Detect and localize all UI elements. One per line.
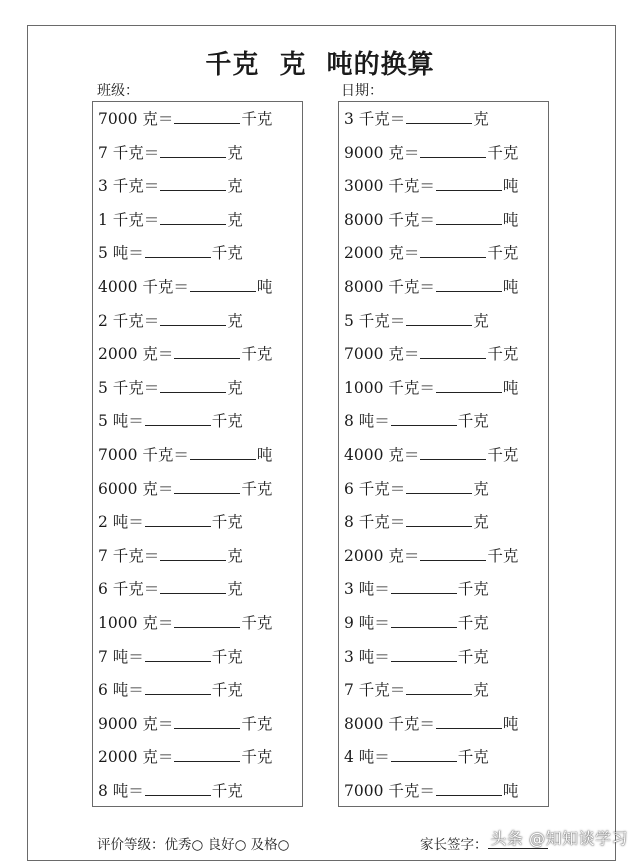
exercise-prefix: 8 吨＝ [98, 781, 144, 800]
answer-blank[interactable] [190, 458, 256, 460]
answer-blank[interactable] [174, 727, 240, 729]
exercise-suffix: 千克 [211, 647, 243, 666]
answer-blank[interactable] [391, 626, 457, 628]
exercise-row [93, 545, 302, 579]
exercise-prefix: 6 吨＝ [98, 681, 144, 700]
exercise-prefix: 4 吨＝ [344, 748, 390, 767]
page-title: 千克 克 吨的换算 [205, 50, 435, 80]
exercise-row [339, 276, 548, 310]
right-exercise-box [338, 101, 549, 807]
answer-blank[interactable] [436, 189, 502, 191]
exercise-row [93, 310, 302, 344]
exercise-suffix: 千克 [241, 748, 273, 767]
answer-blank[interactable] [160, 324, 226, 326]
exercise-suffix: 吨 [502, 781, 519, 800]
exercise-row [93, 410, 302, 444]
exercise-row [339, 410, 548, 444]
exercise-row [339, 612, 548, 646]
exercise-suffix: 千克 [487, 143, 519, 162]
exercise-suffix: 千克 [241, 714, 273, 733]
exercise-row [339, 242, 548, 276]
exercise-prefix: 2000 克＝ [98, 748, 174, 767]
exercise-suffix: 千克 [211, 244, 243, 263]
answer-blank[interactable] [436, 290, 502, 292]
exercise-prefix: 9 吨＝ [344, 613, 390, 632]
exercise-prefix: 4000 千克＝ [98, 277, 189, 296]
exercise-suffix: 克 [473, 110, 489, 128]
exercise-prefix: 7000 克＝ [98, 110, 174, 128]
answer-blank[interactable] [174, 357, 240, 359]
exercise-prefix: 3 千克＝ [98, 177, 160, 196]
exercise-suffix: 克 [227, 311, 243, 330]
answer-blank[interactable] [406, 693, 472, 695]
answer-blank[interactable] [145, 256, 211, 258]
exercise-prefix: 8000 千克＝ [344, 714, 435, 733]
exercise-prefix: 1000 克＝ [98, 613, 174, 632]
answer-blank[interactable] [406, 324, 472, 326]
exercise-prefix: 6 千克＝ [344, 479, 406, 498]
exercise-prefix: 7 吨＝ [98, 647, 144, 666]
exercise-suffix: 千克 [241, 345, 273, 364]
exercise-suffix: 千克 [211, 412, 243, 431]
answer-blank[interactable] [145, 693, 211, 695]
exercise-suffix: 吨 [502, 177, 519, 196]
exercise-prefix: 2 千克＝ [98, 311, 160, 330]
answer-blank[interactable] [160, 189, 226, 191]
left-exercise-box [92, 101, 303, 807]
answer-blank[interactable] [160, 391, 226, 393]
exercise-prefix: 5 千克＝ [344, 311, 406, 330]
exercise-row [339, 578, 548, 612]
exercise-row [93, 612, 302, 646]
answer-blank[interactable] [406, 122, 472, 124]
exercise-row [339, 478, 548, 512]
exercise-prefix: 3 吨＝ [344, 580, 390, 599]
answer-blank[interactable] [420, 156, 486, 158]
exercise-prefix: 8 千克＝ [344, 513, 406, 532]
parent-sign-label: 家长签字： [420, 837, 488, 853]
date-label: 日期： [341, 83, 383, 99]
answer-blank[interactable] [406, 492, 472, 494]
answer-blank[interactable] [145, 525, 211, 527]
exercise-suffix: 千克 [487, 244, 519, 263]
exercise-suffix: 千克 [241, 479, 273, 498]
exercise-suffix: 克 [473, 479, 489, 498]
exercise-prefix: 2 吨＝ [98, 513, 144, 532]
exercise-prefix: 3000 千克＝ [344, 177, 435, 196]
exercise-row [339, 780, 548, 814]
exercise-prefix: 6 千克＝ [98, 580, 160, 599]
answer-blank[interactable] [391, 660, 457, 662]
exercise-row [339, 545, 548, 579]
exercise-row [339, 175, 548, 209]
exercise-suffix: 克 [227, 143, 243, 162]
answer-blank[interactable] [190, 290, 256, 292]
exercise-row [93, 175, 302, 209]
answer-blank[interactable] [160, 559, 226, 561]
exercise-suffix: 千克 [241, 613, 273, 632]
answer-blank[interactable] [436, 727, 502, 729]
exercise-row [93, 780, 302, 814]
answer-blank[interactable] [174, 122, 240, 124]
exercise-suffix: 千克 [211, 681, 243, 700]
exercise-suffix: 千克 [457, 580, 489, 599]
grade-label: 评价等级：优秀○ 良好○ 及格○ [97, 837, 290, 853]
exercise-row [339, 444, 548, 478]
exercise-suffix: 克 [227, 546, 243, 565]
exercise-row [93, 444, 302, 478]
exercise-row [339, 646, 548, 680]
exercise-prefix: 5 千克＝ [98, 378, 160, 397]
exercise-prefix: 9000 克＝ [344, 143, 420, 162]
answer-blank[interactable] [391, 424, 457, 426]
watermark-logo: 头条 @知知谈学习 [490, 829, 628, 848]
exercise-suffix: 千克 [457, 748, 489, 767]
exercise-row [93, 343, 302, 377]
exercise-prefix: 2000 克＝ [98, 345, 174, 364]
exercise-prefix: 3 吨＝ [344, 647, 390, 666]
exercise-row [93, 276, 302, 310]
exercise-prefix: 7000 千克＝ [98, 445, 189, 464]
exercise-row [339, 310, 548, 344]
answer-blank[interactable] [174, 760, 240, 762]
exercise-prefix: 5 吨＝ [98, 244, 144, 263]
answer-blank[interactable] [174, 626, 240, 628]
exercise-prefix: 7000 克＝ [344, 345, 420, 364]
exercise-row [339, 679, 548, 713]
exercise-prefix: 3 千克＝ [344, 110, 406, 128]
answer-blank[interactable] [145, 794, 211, 796]
answer-blank[interactable] [160, 223, 226, 225]
answer-blank[interactable] [406, 525, 472, 527]
answer-blank[interactable] [160, 156, 226, 158]
exercise-prefix: 1000 千克＝ [344, 378, 435, 397]
exercise-suffix: 克 [227, 580, 243, 599]
exercise-suffix: 克 [473, 311, 489, 330]
exercise-row [93, 511, 302, 545]
exercise-row [93, 713, 302, 747]
exercise-row [93, 142, 302, 176]
answer-blank[interactable] [145, 424, 211, 426]
exercise-row [339, 142, 548, 176]
exercise-prefix: 4000 克＝ [344, 445, 420, 464]
exercise-prefix: 9000 克＝ [98, 714, 174, 733]
exercise-prefix: 5 吨＝ [98, 412, 144, 431]
exercise-suffix: 克 [227, 378, 243, 397]
exercise-row [93, 679, 302, 713]
answer-blank[interactable] [436, 391, 502, 393]
exercise-suffix: 克 [473, 513, 489, 532]
exercise-row [339, 746, 548, 780]
answer-blank[interactable] [160, 592, 226, 594]
exercise-suffix: 千克 [241, 110, 273, 128]
exercise-suffix: 千克 [457, 647, 489, 666]
exercise-suffix: 吨 [256, 277, 273, 296]
exercise-row [339, 343, 548, 377]
exercise-suffix: 克 [227, 210, 243, 229]
exercise-row [93, 646, 302, 680]
exercise-prefix: 2000 克＝ [344, 546, 420, 565]
exercise-prefix: 2000 克＝ [344, 244, 420, 263]
exercise-prefix: 7000 千克＝ [344, 781, 435, 800]
exercise-suffix: 吨 [502, 378, 519, 397]
exercise-suffix: 千克 [457, 613, 489, 632]
answer-blank[interactable] [420, 458, 486, 460]
exercise-suffix: 克 [473, 681, 489, 700]
exercise-prefix: 8000 千克＝ [344, 277, 435, 296]
exercise-suffix: 克 [227, 177, 243, 196]
answer-blank[interactable] [174, 492, 240, 494]
answer-blank[interactable] [420, 256, 486, 258]
exercise-suffix: 千克 [211, 781, 243, 800]
exercise-row [93, 377, 302, 411]
exercise-prefix: 6000 克＝ [98, 479, 174, 498]
exercise-row [93, 108, 302, 142]
exercise-prefix: 8 吨＝ [344, 412, 390, 431]
answer-blank[interactable] [145, 660, 211, 662]
exercise-prefix: 7 千克＝ [344, 681, 406, 700]
exercise-row [93, 209, 302, 243]
exercise-row [93, 242, 302, 276]
exercise-suffix: 吨 [502, 277, 519, 296]
exercise-prefix: 8000 千克＝ [344, 210, 435, 229]
exercise-suffix: 吨 [502, 210, 519, 229]
exercise-suffix: 千克 [457, 412, 489, 431]
exercise-row [93, 746, 302, 780]
exercise-suffix: 千克 [487, 345, 519, 364]
exercise-prefix: 1 千克＝ [98, 210, 160, 229]
class-label: 班级： [97, 83, 139, 99]
exercise-suffix: 吨 [256, 445, 273, 464]
exercise-row [339, 108, 548, 142]
answer-blank[interactable] [420, 559, 486, 561]
exercise-suffix: 千克 [487, 546, 519, 565]
answer-blank[interactable] [436, 794, 502, 796]
exercise-prefix: 7 千克＝ [98, 546, 160, 565]
exercise-prefix: 7 千克＝ [98, 143, 160, 162]
exercise-row [339, 377, 548, 411]
exercise-suffix: 千克 [487, 445, 519, 464]
exercise-suffix: 吨 [502, 714, 519, 733]
answer-blank[interactable] [420, 357, 486, 359]
exercise-row [93, 578, 302, 612]
exercise-suffix: 千克 [211, 513, 243, 532]
exercise-row [93, 478, 302, 512]
answer-blank[interactable] [436, 223, 502, 225]
answer-blank[interactable] [391, 760, 457, 762]
answer-blank[interactable] [391, 592, 457, 594]
exercise-row [339, 511, 548, 545]
exercise-row [339, 209, 548, 243]
exercise-row [339, 713, 548, 747]
